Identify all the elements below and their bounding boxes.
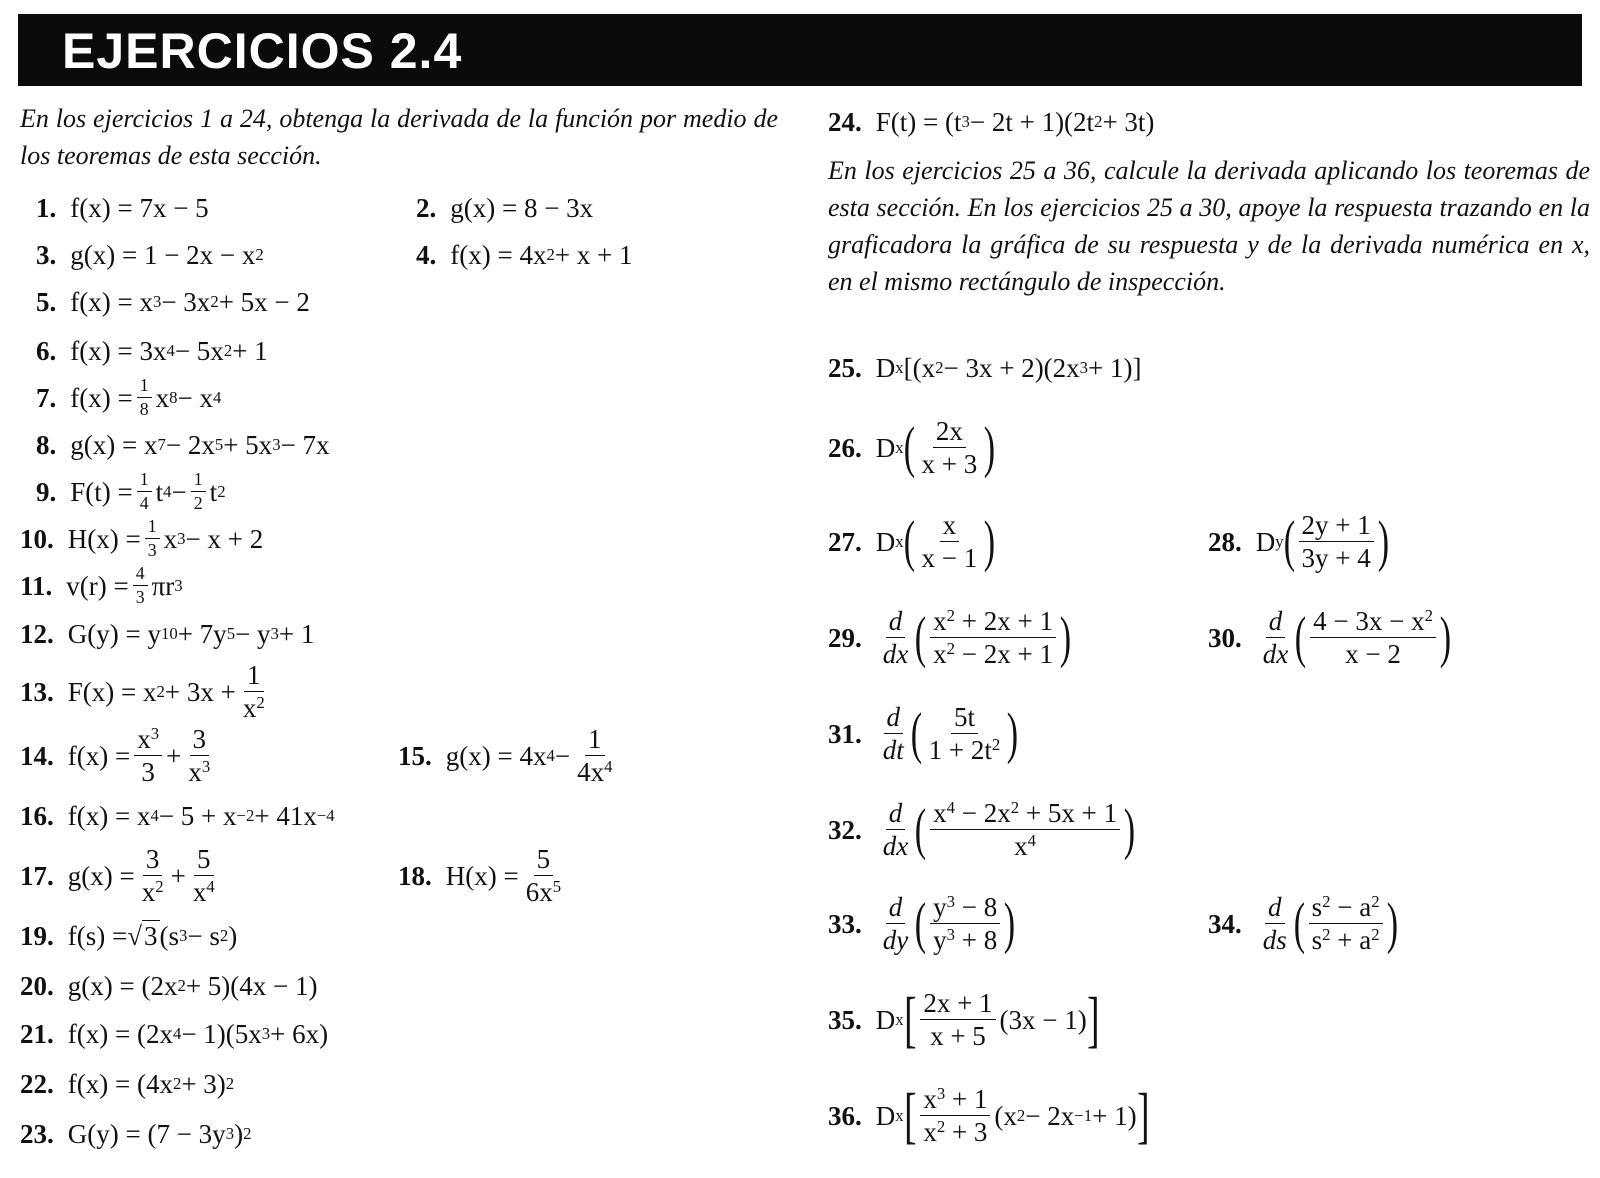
exercise-12: 12. G(y) = y 10 + 7y 5 − y 3 + 1: [20, 618, 315, 649]
exercise-1: 1. f(x) = 7x − 5: [36, 192, 209, 223]
exercise-21: 21. f(x) = (2x 4 − 1)(5x 3 + 6x): [20, 1018, 329, 1049]
exercise-7: 7. f(x) = $\frac{1}{8}$ x 8 − x 4: [36, 375, 222, 419]
exercise-8: 8. g(x) = x 7 − 2x 5 + 5x 3 − 7x: [36, 429, 330, 460]
page-title: EJERCICIOS 2.4: [62, 23, 463, 79]
exercise-9: 9. F(t) = $\frac{1}{4}$ t 4 − $\frac{1}{2}$ t 2: [36, 469, 226, 513]
exercise-17: 17. g(x) = $\frac{3}{x^2}$ + $\frac{5}{x^4}$: [20, 844, 215, 907]
exercise-32: 32. $\frac{d}{dx}$ ( $\frac{x^4 - 2x^2 + 5x + 1}{x^4}$ ): [828, 797, 1136, 861]
exercise-31: 31. $\frac{d}{dt}$ ( $\frac{5t}{1 + 2t^2}$ ): [828, 701, 1019, 765]
exercise-23: 23. G(y) = (7 − 3y 3 ) 2: [20, 1118, 252, 1149]
title-banner: [18, 14, 1582, 86]
exercise-30: 30. $\frac{d}{dx}$ ( $\frac{4 - 3x - x^2}{x - 2}$ ): [1208, 605, 1452, 669]
exercise-28: 28. D y ( $\frac{2y + 1}{3y + 4}$ ): [1208, 509, 1389, 573]
exercise-22: 22. f(x) = (4x 2 + 3) 2: [20, 1068, 235, 1099]
exercise-29: 29. $\frac{d}{dx}$ ( $\frac{x^2 + 2x + 1}{x^2 - 2x + 1}$ ): [828, 605, 1072, 669]
exercise-35: 35. D x [ $\frac{2x + 1}{x + 5}$ (3x − 1) ]: [828, 985, 1100, 1054]
exercise-11: 11. v(r) = $\frac{4}{3}$ πr 3: [20, 563, 183, 607]
exercise-3: 3. g(x) = 1 − 2x − x 2: [36, 239, 264, 270]
exercise-34: 34. $\frac{d}{ds}$ ( $\frac{s^2 - a^2}{s^2 + a^2}$ ): [1208, 891, 1398, 955]
exercise-27: 27. D x ( $\frac{x}{x - 1}$ ): [828, 509, 996, 573]
exercise-18: 18. H(x) = $\frac{5}{6x^5}$: [398, 844, 562, 907]
exercise-15: 15. g(x) = 4x 4 − $\frac{1}{4x^4}$: [398, 724, 613, 787]
exercise-25: 25. D x [(x 2 − 3x + 2)(2x 3 + 1)]: [828, 352, 1142, 383]
exercise-19: 19. f(s) = √ 3 (s 3 − s 2 ): [20, 920, 238, 951]
exercise-2: 2. g(x) = 8 − 3x: [416, 192, 594, 223]
exercise-4: 4. f(x) = 4x 2 + x + 1: [416, 239, 633, 270]
exercise-16: 16. f(x) = x 4 − 5 + x −2 + 41x −4: [20, 800, 335, 831]
exercise-24: 24. F(t) = (t 3 − 2t + 1)(2t 2 + 3t): [828, 106, 1155, 137]
exercise-13: 13. F(x) = x 2 + 3x + $\frac{1}{x^2}$: [20, 660, 265, 723]
exercise-20: 20. g(x) = (2x 2 + 5)(4x − 1): [20, 970, 318, 1001]
exercise-14: 14. f(x) = $\frac{x^3}{3}$ + $\frac{3}{x^3}$: [20, 723, 211, 787]
instructions-1-24: En los ejercicios 1 a 24, obtenga la derivada de la función por medio de los teoremas de esta sección.: [20, 104, 778, 170]
exercise-5: 5. f(x) = x 3 − 3x 2 + 5x − 2: [36, 286, 310, 317]
exercise-33: 33. $\frac{d}{dy}$ ( $\frac{y^3 - 8}{y^3 + 8}$ ): [828, 891, 1016, 955]
instructions-25-36: En los ejercicios 25 a 36, calcule la derivada aplicando los teoremas de esta sección. En los ejercicios 25 a 30, apoye la respuesta trazando en la graficadora la gráfica de su respuesta y de la derivada numérica en x, en el mismo rectángulo de inspección.: [828, 156, 1590, 296]
exercise-10: 10. H(x) = $\frac{1}{3}$ x 3 − x + 2: [20, 516, 264, 560]
exercise-6: 6. f(x) = 3x 4 − 5x 2 + 1: [36, 335, 268, 366]
exercise-36: 36. D x [ $\frac{x^3 + 1}{x^2 + 3}$ (x 2 − 2x −1 + 1) ]: [828, 1081, 1150, 1150]
exercise-26: 26. D x ( $\frac{2x}{x + 3}$ ): [828, 415, 996, 479]
